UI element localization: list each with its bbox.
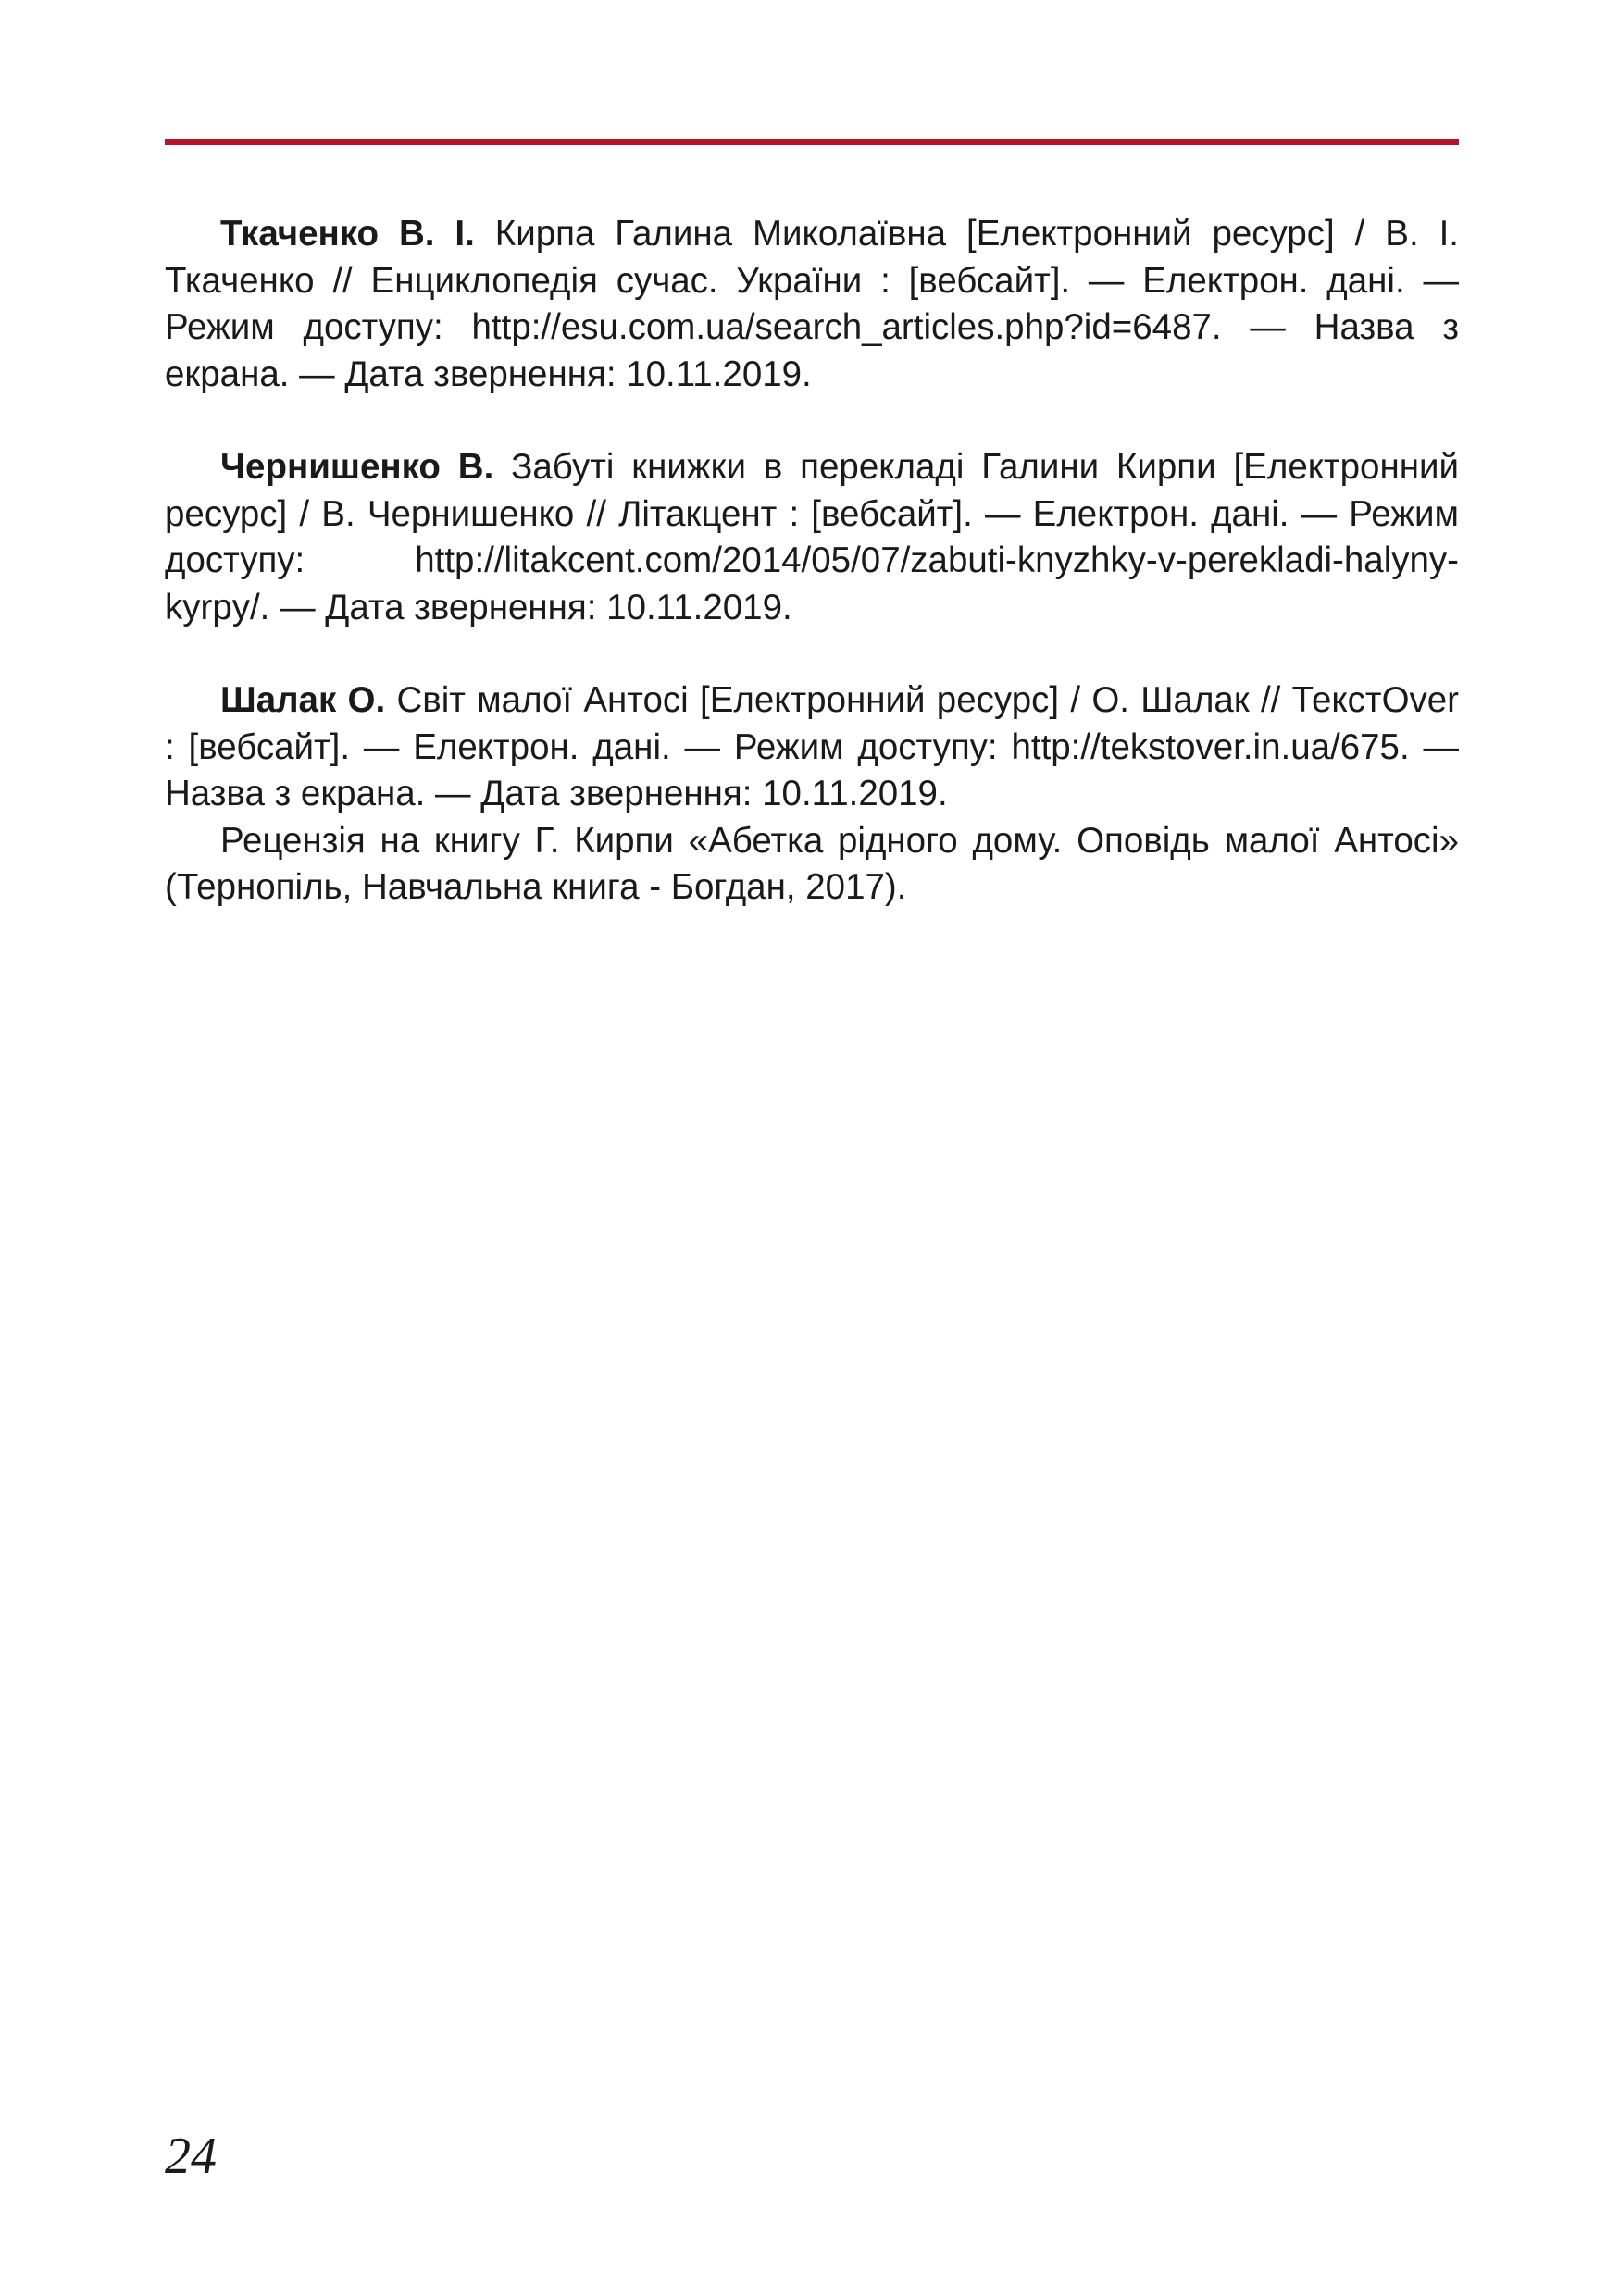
entry-text: Світ малої Антосі [Електронний ресурс] / О. Шалак // ТекстOver : [вебсайт]. — Електрон. дані. — Режим доступу: http://tekstover.in.ua/675. — Назва з екрана. — Дата звернення: 10.11.2019. [165,680,1459,813]
entry-author: Ткаченко В. І. [220,214,475,254]
entry-text: Кирпа Галина Миколаївна [Електронний ресурс] / В. І. Ткаченко // Енциклопедія сучас. України : [вебсайт]. — Електрон. дані. — Режим доступу: http://esu.com.ua/search_articles.php?id=6487. — Назва з екрана. — Дата звернення: 10.11.2019. [165,214,1459,394]
entry-author: Чернишенко В. [220,447,494,487]
bibliography-entry [165,677,1459,818]
entry-author: Шалак О. [220,680,386,720]
review-note: Рецензія на книгу Г. Кирпи «Абетка рідного дому. Оповідь малої Антосі» (Тернопіль, Навчальна книга - Богдан, 2017). [165,820,1459,907]
bibliography-entry [165,444,1459,631]
bibliography [165,211,1459,912]
bibliography-entry [165,211,1459,398]
entry-text: Забуті книжки в перекладі Галини Кирпи [Електронний ресурс] / В. Чернишенко // Літакцент : [вебсайт]. — Електрон. дані. — Режим доступу: http://litakcent.com/2014/05/07/zabuti-knyzhky-v-perekladi-halyny-kyrpy/. — Дата звернення: 10.11.2019. [165,447,1459,627]
header-rule [165,139,1459,145]
page-number: 24 [165,2128,217,2185]
